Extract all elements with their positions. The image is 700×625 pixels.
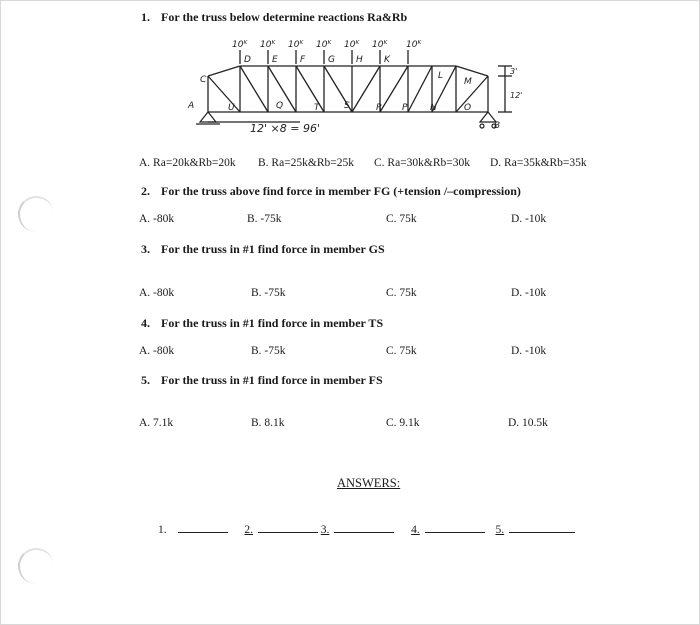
q1-option-d[interactable]: D. Ra=35k&Rb=35k: [490, 157, 587, 169]
answers-title: ANSWERS:: [337, 476, 401, 490]
node-label-b: B: [494, 121, 501, 131]
q1-option-b[interactable]: B. Ra=25k&Rb=25k: [258, 157, 355, 169]
question-1-text: For the truss below determine reactions Ra&Rb: [161, 10, 408, 24]
answer-label-4: 4.: [411, 524, 420, 536]
q3-option-b[interactable]: B. -75k: [251, 287, 286, 299]
support-pin-left: [200, 112, 216, 122]
question-2-number: 2.: [141, 184, 150, 198]
question-3-text: For the truss in #1 find force in member GS: [161, 242, 385, 256]
question-5: [141, 373, 383, 388]
q1-option-c[interactable]: C. Ra=30k&Rb=30k: [374, 157, 471, 169]
node-label: D: [244, 55, 251, 65]
q2-option-c[interactable]: C. 75k: [386, 213, 417, 225]
answer-label-3: 3.: [320, 524, 330, 536]
span-dimension: 12' ×8 = 96': [250, 122, 320, 135]
question-4-text: For the truss in #1 find force in member TS: [161, 316, 384, 330]
q5-option-c[interactable]: C. 9.1k: [386, 417, 420, 429]
q5-option-b[interactable]: B. 8.1k: [251, 417, 285, 429]
question-5-number: 5.: [141, 373, 150, 387]
q4-option-a[interactable]: A. -80k: [139, 345, 175, 357]
q5-option-a[interactable]: A. 7.1k: [139, 417, 174, 429]
q2-option-d[interactable]: D. -10k: [511, 213, 547, 225]
node-label-c: C: [200, 75, 207, 85]
q3-option-a[interactable]: A. -80k: [139, 287, 175, 299]
question-1-number: 1.: [141, 10, 150, 24]
top-chord-right: [456, 66, 488, 76]
node-label: U: [228, 103, 235, 113]
question-4: [141, 316, 383, 331]
question-3: [141, 242, 385, 257]
node-label: R: [376, 103, 383, 113]
node-label: Q: [276, 101, 284, 111]
node-label: G: [328, 55, 335, 65]
load-label: 10ᴷ: [260, 40, 276, 50]
answer-label-2: 2.: [244, 524, 253, 536]
node-label: N: [430, 103, 437, 113]
dimension-right-b: 12': [510, 91, 523, 100]
load-label: 10ᴷ: [232, 40, 248, 50]
binder-hole-top: [18, 196, 54, 232]
q3-option-d[interactable]: D. -10k: [511, 287, 547, 299]
node-label: F: [300, 55, 306, 65]
question-2: [141, 184, 521, 199]
q5-option-d[interactable]: D. 10.5k: [508, 417, 548, 429]
node-label-m: M: [464, 77, 472, 87]
node-label-a: A: [188, 101, 195, 111]
question-1: [141, 10, 407, 25]
answer-label-5: 5.: [495, 524, 505, 536]
answer-blank-5[interactable]: [509, 522, 575, 533]
load-label: 10ᴷ: [288, 40, 304, 50]
answer-blank-3[interactable]: [334, 522, 394, 533]
node-label: H: [356, 55, 363, 65]
load-label: 10ᴷ: [316, 40, 332, 50]
dimension-right-a: 3': [510, 67, 518, 76]
q2-option-b[interactable]: B. -75k: [247, 213, 282, 225]
node-label: K: [384, 55, 390, 65]
q4-option-b[interactable]: B. -75k: [251, 345, 286, 357]
answer-blank-2[interactable]: [258, 522, 318, 533]
question-5-text: For the truss in #1 find force in member FS: [161, 373, 383, 387]
node-label: T: [314, 103, 320, 113]
binder-hole-bottom: [18, 548, 54, 584]
question-4-number: 4.: [141, 316, 150, 330]
top-chord-left: [208, 66, 240, 76]
node-label: S: [344, 101, 350, 111]
q4-option-d[interactable]: D. -10k: [511, 345, 547, 357]
answer-label-1: 1.: [158, 524, 167, 536]
load-label: 10ᴷ: [406, 40, 422, 50]
load-label: 10ᴷ: [372, 40, 388, 50]
q2-option-a[interactable]: A. -80k: [139, 213, 175, 225]
node-label: P: [402, 103, 408, 113]
q3-option-c[interactable]: C. 75k: [386, 287, 417, 299]
answer-blank-4[interactable]: [425, 522, 485, 533]
question-3-number: 3.: [141, 242, 150, 256]
node-label: O: [464, 103, 472, 113]
node-label: L: [438, 71, 444, 81]
load-label: 10ᴷ: [344, 40, 360, 50]
node-label: E: [272, 55, 278, 65]
truss-figure: [180, 36, 530, 136]
answer-row: [158, 522, 575, 536]
answer-blank-1[interactable]: [178, 522, 228, 533]
q1-option-a[interactable]: A. Ra=20k&Rb=20k: [139, 157, 236, 169]
q4-option-c[interactable]: C. 75k: [386, 345, 417, 357]
question-2-text: For the truss above find force in member FG (+tension /–compression): [161, 184, 521, 198]
